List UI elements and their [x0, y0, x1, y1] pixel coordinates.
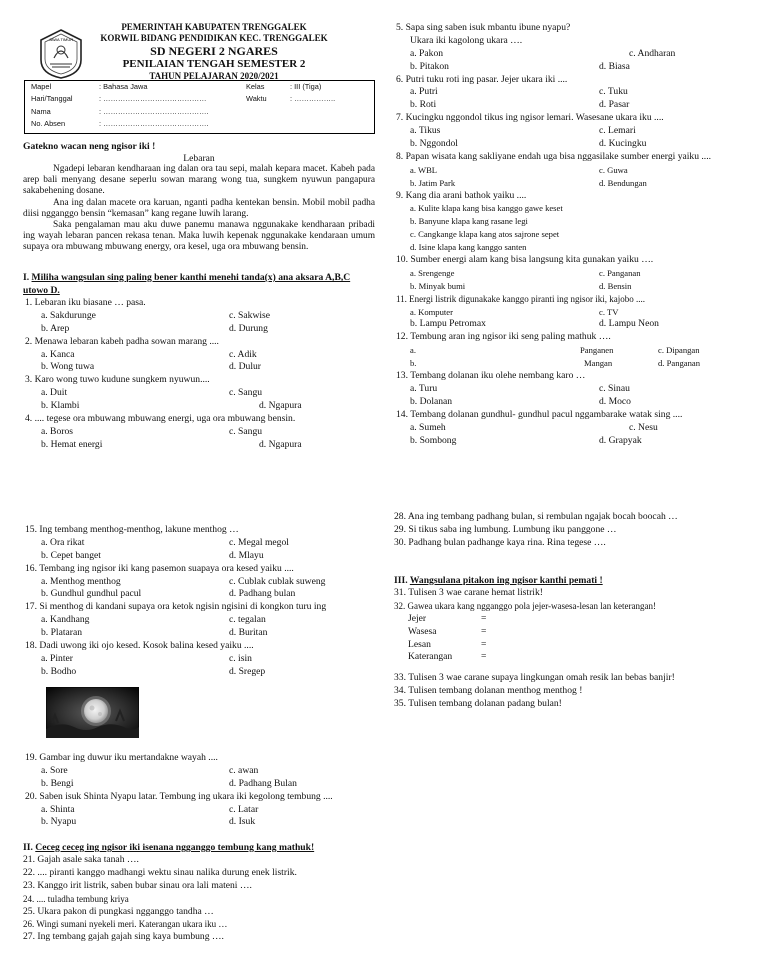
- option-a[interactable]: a. Shinta: [41, 803, 75, 815]
- option-d[interactable]: d. Grapyak: [599, 434, 642, 446]
- question-5-options-ac: [396, 48, 746, 61]
- option-c[interactable]: c. Sinau: [599, 382, 630, 394]
- absen-label: No. Absen: [31, 119, 66, 129]
- option-b[interactable]: b. Cepet banget: [41, 549, 101, 561]
- regency-seal-logo: [36, 28, 86, 80]
- option-a[interactable]: a. Putri: [410, 86, 438, 98]
- question-6-options-ac: [396, 86, 746, 99]
- question-2-options-ac: [25, 349, 375, 362]
- question-16: 16. Tembang ing ngisor iki kang pasemon suapaya ora kesed yaiku ....: [25, 562, 294, 574]
- fill-item-29: 29. Si tikus saba ing lumbung. Lumbung iku panggone …: [394, 523, 617, 535]
- option-c[interactable]: c. Adik: [229, 348, 257, 360]
- kelas-value: : III (Tiga): [290, 82, 322, 91]
- nama-label: Nama: [31, 106, 51, 116]
- section-1-heading: [23, 271, 375, 297]
- option-c[interactable]: c. Sangu: [229, 425, 263, 437]
- fill-item-23: 23. Kanggo irit listrik, saben bubar sinau ora lali mateni ….: [23, 879, 252, 891]
- question-13-options-bd: [396, 396, 746, 409]
- question-10-options-bd: [396, 280, 746, 293]
- option-c[interactable]: c. tegalan: [229, 614, 266, 626]
- pola-eq: =: [481, 651, 487, 663]
- question-18-options-ac: [25, 653, 375, 666]
- pola-eq: =: [481, 625, 487, 637]
- question-1: 1. Lebaran iku biasane … pasa.: [25, 297, 146, 308]
- option-a[interactable]: a. Turu: [410, 382, 438, 394]
- fill-item-30: 30. Padhang bulan padhange kaya rina. Rina tegese ….: [394, 536, 606, 548]
- pola-label: Lesan: [408, 638, 431, 650]
- question-10-options-ac: [396, 267, 746, 280]
- fill-item-26: 26. Wingi sumani nyekeli meri. Katerangan ukara iku …: [23, 919, 228, 930]
- section-1-title-cont: utowo D.: [23, 285, 60, 296]
- fill-item-21: 21. Gajah asale saka tanah ….: [23, 854, 139, 865]
- option-c[interactable]: c. Latar: [229, 803, 259, 815]
- exam-title: PENILAIAN TENGAH SEMESTER 2: [122, 58, 306, 70]
- question-4: 4. .... tegese ora mbuwang mbuwang energi, uga ora mbuwang bensin.: [25, 413, 296, 425]
- option-b[interactable]: b. Bengi: [41, 777, 74, 789]
- fill-item-28: 28. Ana ing tembang padhang bulan, si rembulan ngajak bocah boocah …: [394, 511, 678, 522]
- option-b[interactable]: b. Sombong: [410, 434, 457, 446]
- header-line1: PEMERINTAH KABUPATEN TRENGGALEK: [121, 22, 307, 32]
- question-1-options-bd: [25, 323, 375, 336]
- full-moon-night-image: [46, 687, 139, 738]
- option-a[interactable]: a. Sumeh: [410, 421, 446, 433]
- option-c[interactable]: c. Sangu: [229, 387, 263, 399]
- question-5-cont: Ukara iki kagolong ukara ….: [410, 34, 523, 46]
- question-3-options-bd: [25, 400, 375, 413]
- fill-item-22: 22. .... piranti kanggo madhangi wektu sinau nalika durung enek listrik.: [23, 866, 297, 878]
- question-13-options-ac: [396, 383, 746, 396]
- option-b[interactable]: b. Minyak bumi: [410, 280, 466, 291]
- option-c[interactable]: c. Panganan: [599, 267, 641, 278]
- reading-instruction: Gatekno wacan neng ngisor iki !: [23, 141, 156, 152]
- option-c[interactable]: c. Nesu: [629, 421, 658, 433]
- essay-question-32: 32. Gawea ukara kang ngganggo pola jejer-wasesa-lesan lan keterangan!: [394, 600, 656, 611]
- option-b[interactable]: b. Klambi: [41, 400, 80, 412]
- option-b[interactable]: b. Nggondol: [410, 138, 458, 150]
- option-a[interactable]: a. Pakon: [410, 47, 444, 59]
- option-d[interactable]: d. Ngapura: [259, 438, 302, 450]
- questions-19-20: [25, 752, 375, 829]
- question-6-options-bd: [396, 99, 746, 112]
- section-1-numeral: I.: [23, 272, 30, 283]
- option-d[interactable]: d. Ngapura: [259, 400, 302, 412]
- option-c[interactable]: c. Cublak cublak suweng: [229, 575, 326, 587]
- option-d[interactable]: d. Bensin: [599, 280, 632, 291]
- question-19: 19. Gambar ing duwur iku mertandakne wayah ....: [25, 752, 218, 763]
- option-d[interactable]: d. Kucingku: [599, 138, 647, 150]
- question-14-options-bd: [396, 435, 746, 448]
- question-12-options-ac: [396, 344, 746, 357]
- option-d[interactable]: d. Durung: [229, 322, 268, 334]
- kelas-label: Kelas: [246, 82, 265, 91]
- essay-question-34: 34. Tulisen tembang dolanan menthog menthog !: [394, 685, 583, 697]
- question-8-options-bd: [396, 177, 746, 190]
- section-2-numeral: II.: [23, 842, 33, 853]
- question-13: 13. Tembang dolanan iku olehe nembang karo …: [396, 370, 586, 382]
- option-b[interactable]: b. Lampu Petromax: [410, 318, 486, 330]
- question-9: 9. Kang dia arani bathok yaiku ....: [396, 189, 527, 201]
- option-b[interactable]: b. Plataran: [41, 627, 83, 639]
- question-16-options-ac: [25, 576, 375, 589]
- question-20-options-bd: [25, 816, 375, 829]
- pola-eq: =: [481, 612, 487, 624]
- option-a[interactable]: a. WBL: [410, 164, 438, 175]
- mapel-value: : Bahasa Jawa: [99, 82, 148, 91]
- absen-field[interactable]: : …………………………………….: [99, 119, 209, 129]
- option-d[interactable]: d. Dulur: [229, 361, 261, 373]
- question-11-options-bd: [396, 318, 746, 331]
- question-5-options-bd: [396, 61, 746, 74]
- questions-5-14: [396, 22, 746, 447]
- option-c[interactable]: c. Lemari: [599, 125, 636, 137]
- hari-field[interactable]: : ……………………………………: [99, 94, 207, 104]
- question-15-options-ac: [25, 537, 375, 550]
- question-19-options-bd: [25, 778, 375, 791]
- question-17-options-bd: [25, 627, 375, 640]
- header-line2: KORWIL BIDANG PENDIDIKAN KEC. TRENGGALEK: [100, 33, 328, 43]
- option-b[interactable]: b. Arep: [41, 322, 70, 334]
- option-b[interactable]: b. Bodho: [41, 665, 77, 677]
- question-2-options-bd: [25, 361, 375, 374]
- info-row-mapel: [25, 81, 374, 93]
- fill-item-27: 27. Ing tembang gajah gajah sing kaya bumbung ….: [23, 931, 224, 943]
- question-19-options-ac: [25, 765, 375, 778]
- option-c[interactable]: c. Andharan: [629, 47, 676, 59]
- question-5: 5. Sapa sing saben isuk mbantu ibune nyapu?: [396, 22, 571, 33]
- question-3-options-ac: [25, 387, 375, 400]
- option-b[interactable]: b. Roti: [410, 99, 437, 111]
- questions-15-18: [25, 524, 375, 679]
- option-b[interactable]: b. Nyapu: [41, 816, 77, 828]
- info-row-nama: [25, 106, 374, 118]
- option-c[interactable]: c. Cangkange klapa kang atos sajrone sepet: [410, 229, 560, 240]
- fill-item-25: 25. Ukara pakon di pungkasi ngganggo tandha …: [23, 905, 214, 917]
- option-b[interactable]: b. Dolanan: [410, 395, 453, 407]
- option-c[interactable]: c. Sakwise: [229, 309, 271, 321]
- option-b[interactable]: b. Wong tuwa: [41, 361, 95, 373]
- section-3-title: Wangsulana pitakon ing ngisor kanthi pemati !: [409, 575, 603, 586]
- pola-label: Katerangan: [408, 651, 453, 663]
- pola-eq: =: [481, 638, 487, 650]
- option-c[interactable]: c. Dipangan: [658, 345, 700, 356]
- option-a[interactable]: a. Duit: [41, 387, 68, 399]
- question-15-options-bd: [25, 550, 375, 563]
- question-2: 2. Menawa lebaran kabeh padha sowan marang ....: [25, 335, 219, 347]
- info-row-hari: [25, 93, 374, 105]
- pola-label: Jejer: [408, 612, 427, 624]
- option-d[interactable]: d. Padhang Bulan: [229, 777, 297, 789]
- option-d[interactable]: d. Buritan: [229, 627, 268, 639]
- essay-question-33: 33. Tulisen 3 wae carane supaya lingkungan omah resik lan bebas banjir!: [394, 672, 675, 684]
- question-11: 11. Energi listrik digunakake kanggo piranti ing ngisor iki, kajobo ....: [396, 293, 645, 304]
- question-18: 18. Dadi uwong iki ojo kesed. Kosok balina kesed yaiku ....: [25, 640, 254, 652]
- question-7: 7. Kucingku nggondol tikus ing ngisor lemari. Wasesane ukara iku ....: [396, 112, 664, 124]
- reading-title: Lebaran: [183, 153, 215, 164]
- essay-question-35: 35. Tulisen tembang dolanan padang bulan!: [394, 698, 562, 710]
- question-12: 12. Tembung aran ing ngisor iki seng paling mathuk ….: [396, 331, 611, 343]
- pola-row-katerangan: [394, 651, 746, 664]
- option-a[interactable]: a. Ora rikat: [41, 536, 85, 548]
- fill-item-24: 24. .... tuladha tembung kriya: [23, 893, 129, 904]
- waktu-label: Waktu: [246, 94, 267, 104]
- option-a[interactable]: a. Boros: [41, 425, 73, 437]
- mapel-label: Mapel: [31, 82, 52, 91]
- option-c[interactable]: c. isin: [229, 652, 252, 664]
- option-d[interactable]: d. Pasar: [599, 99, 630, 111]
- option-c[interactable]: c. TV: [599, 306, 619, 317]
- question-8: 8. Papan wisata kang sakliyane endah uga bisa nggasilake sumber energi yaiku ....: [396, 150, 711, 162]
- option-d[interactable]: d. Mlayu: [229, 549, 264, 561]
- school-header: [85, 22, 343, 82]
- question-18-options-bd: [25, 666, 375, 679]
- option-d[interactable]: d. Isine klapa kang kanggo santen: [410, 242, 527, 253]
- school-year: TAHUN PELAJARAN 2020/2021: [149, 71, 279, 81]
- info-row-absen: [25, 118, 374, 130]
- option-b[interactable]: b. Pitakon: [410, 60, 449, 72]
- option-d[interactable]: d. Isuk: [229, 816, 256, 828]
- option-d[interactable]: d. Lampu Neon: [599, 318, 659, 330]
- question-12-options-bd: [396, 357, 746, 370]
- question-11-options-ac: [396, 306, 746, 319]
- question-1-options-ac: [25, 310, 375, 323]
- question-16-options-bd: [25, 588, 375, 601]
- option-b[interactable]: b. Banyune klapa kang rasane legi: [410, 216, 528, 227]
- option-d[interactable]: d. Sregep: [229, 665, 266, 677]
- question-15: 15. Ing tembang menthog-menthog, lakune menthog …: [25, 524, 239, 535]
- option-c[interactable]: c. awan: [229, 764, 259, 776]
- logo-text: JAWA TIMUR: [48, 37, 74, 42]
- section-1-title: Miliha wangsulan sing paling bener kanthi menehi tanda(x) ana aksara A,B,C: [31, 272, 351, 283]
- option-c-word[interactable]: Panganen: [580, 345, 614, 356]
- option-a[interactable]: a. Sore: [41, 764, 68, 776]
- question-20-options-ac: [25, 804, 375, 817]
- questions-1-4: [25, 297, 375, 452]
- reading-paragraph-1: Ngadepi lebaran kendharaan ing dalan ora tau sepi, malah kepara macet. Kabeh pada arep bali menyang desane seperlu sowan marang wong tua, sungkem nyuwun pangapura sakabehening dosane.: [23, 164, 375, 197]
- section-3: [394, 574, 746, 711]
- essay-question-31: 31. Tulisen 3 wae carane hemat listrik!: [394, 587, 543, 598]
- section-2: [23, 841, 375, 944]
- option-b[interactable]: b. Hemat energi: [41, 438, 103, 450]
- option-c[interactable]: c. Tuku: [599, 86, 628, 98]
- section-2-title: Ceceg ceceg ing ngisor iki isenana ngganggo tembung kang mathuk!: [35, 842, 315, 853]
- option-a[interactable]: a. Kandhang: [41, 614, 90, 626]
- option-a[interactable]: a. Tikus: [410, 125, 441, 137]
- waktu-field[interactable]: : ……………..: [290, 94, 336, 104]
- option-a[interactable]: a. Kulite klapa kang bisa kanggo gawe keset: [410, 203, 563, 214]
- question-7-options-bd: [396, 138, 746, 151]
- question-7-options-ac: [396, 125, 746, 138]
- section-2-continued: [394, 511, 746, 550]
- question-17: 17. Si menthog di kandani supaya ora ketok ngisin ngisini di kongkon turu ing: [25, 601, 327, 613]
- pola-label: Wasesa: [408, 625, 437, 637]
- question-14-options-ac: [396, 422, 746, 435]
- question-14: 14. Tembang dolanan gundhul- gundhul pacul nggambarake watak sing ....: [396, 408, 683, 420]
- section-3-numeral: III.: [394, 575, 408, 586]
- option-d[interactable]: d. Bendungan: [599, 177, 647, 188]
- question-6: 6. Putri tuku roti ing pasar. Jejer ukara iki ....: [396, 73, 568, 85]
- question-4-options-ac: [25, 426, 375, 439]
- option-b[interactable]: b.: [410, 358, 417, 369]
- question-17-options-ac: [25, 614, 375, 627]
- option-d[interactable]: d. Padhang bulan: [229, 588, 296, 600]
- school-name: SD NEGERI 2 NGARES: [150, 44, 278, 58]
- pola-row-lesan: [394, 639, 746, 652]
- option-c[interactable]: c. Megal megol: [229, 536, 289, 548]
- option-d[interactable]: d. Moco: [599, 395, 631, 407]
- question-8-options-ac: [396, 164, 746, 177]
- option-d[interactable]: d. Panganan: [658, 358, 701, 369]
- option-a[interactable]: a. Sakdurunge: [41, 309, 96, 321]
- pola-row-jejer: [394, 613, 746, 626]
- option-a[interactable]: a. Srengenge: [410, 267, 455, 278]
- reading-section: [23, 140, 375, 254]
- reading-paragraph-2: Ana ing dalan macete ora karuan, nganti padha kentekan bensin. Mobil mobil padha diisi ngganggo bensin “kemasan” kang regane luwih larang.: [23, 197, 375, 219]
- question-3: 3. Karo wong tuwo kudune sungkem nyuwun....: [25, 374, 210, 386]
- reading-paragraph-3: Saka pengalaman mau aku duwe panemu manawa nggunakake kendharaan pribadi ing wayah lebaran pancen rekasa tenan. Maka luwih kepenak nggunakake kendaraan umum supaya ora mbuwang mbuwang energy, ora kesel, uga ora mbuwang bensin.: [23, 220, 375, 253]
- option-a[interactable]: a. Komputer: [410, 306, 453, 317]
- option-b[interactable]: b. Gundhul gundhul pacul: [41, 588, 142, 600]
- option-b[interactable]: b. Jatim Park: [410, 177, 456, 188]
- option-a[interactable]: a. Kanca: [41, 348, 75, 360]
- question-4-options-bd: [25, 439, 375, 452]
- option-a[interactable]: a. Pinter: [41, 652, 73, 664]
- student-info-table: [24, 80, 375, 134]
- option-c[interactable]: c. Guwa: [599, 164, 628, 175]
- hari-label: Hari/Tanggal: [31, 94, 73, 104]
- option-a[interactable]: a. Menthog menthog: [41, 575, 121, 587]
- question-20: 20. Saben isuk Shinta Nyapu latar. Tembung ing ukara iki kegolong tembung ....: [25, 790, 333, 802]
- nama-field[interactable]: : …………………………………….: [99, 106, 209, 116]
- pola-row-wasesa: [394, 626, 746, 639]
- question-10: 10. Sumber energi alam kang bisa langsung kita gunakan yaiku ….: [396, 254, 654, 266]
- option-d-word[interactable]: Mangan: [584, 358, 613, 369]
- option-a[interactable]: a.: [410, 345, 416, 356]
- option-d[interactable]: d. Biasa: [599, 60, 630, 72]
